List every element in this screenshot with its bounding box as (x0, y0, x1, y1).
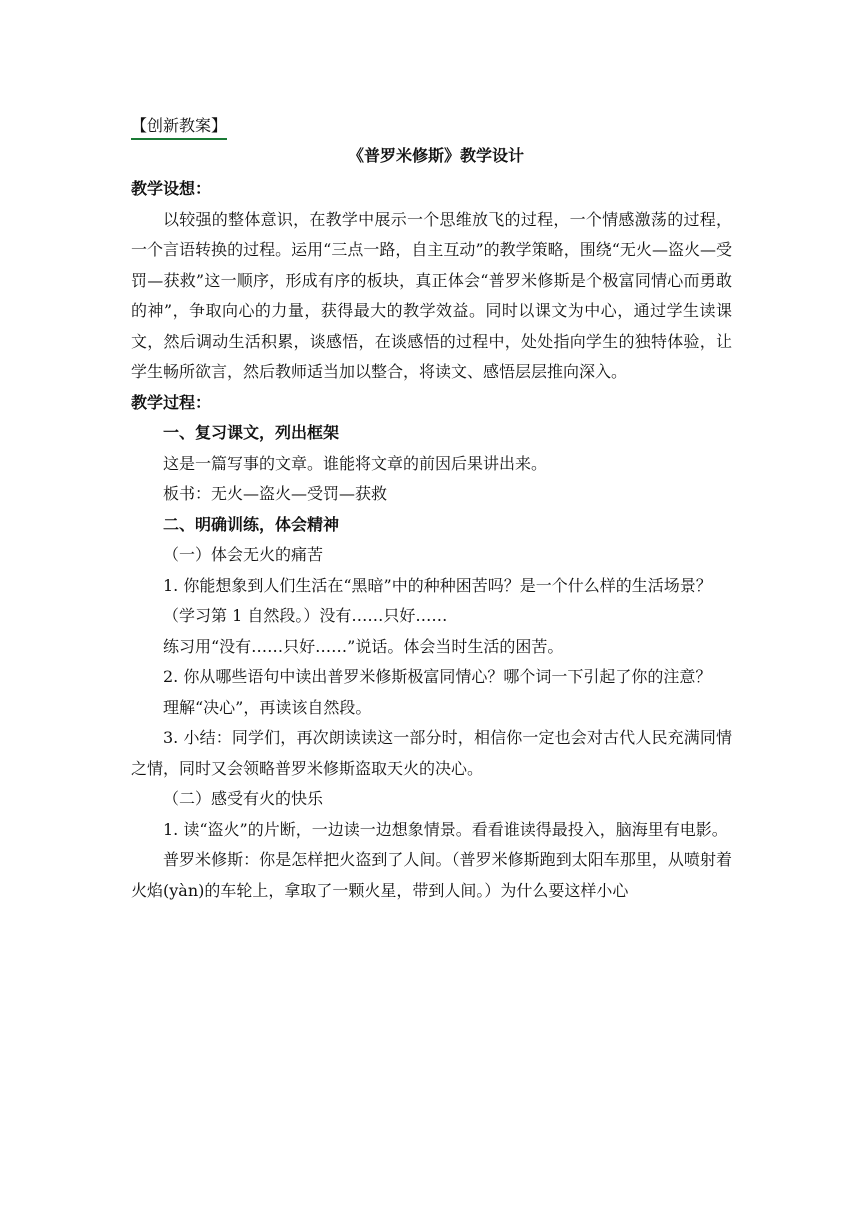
sub1-question-1-practice: 练习用“没有……只好……”说话。体会当时生活的困苦。 (163, 636, 564, 656)
design-paragraph: 以较强的整体意识，在教学中展示一个思维放飞的过程，一个情感激荡的过程，一个言语转换的过程。运用“三点一路，自主互动”的教学策略，围绕“无火—盗火—受罚—获救”这一顺序，形成有序的板块，真正体会“普罗米修斯是个极富同情心而勇敢的神”，争取向心的力量，获得最大的教学效益。同时以课文为中心，通过学生读课文，然后调动生活积累，谈感悟，在谈感悟的过程中，处处指向学生的独特体验，让学生畅所欲言，然后教师适当加以整合，将读文、感悟层层推向深入。 (131, 209, 732, 381)
sub2-question-1: 1. 读“盗火”的片断，一边读一边想象情景。看看谁读得最投入，脑海里有电影。 (163, 819, 728, 839)
sub1-question-1-note: （学习第 1 自然段。）没有……只好…… (163, 606, 448, 625)
document-body (131, 174, 732, 906)
sub2-paragraph: 普罗米修斯：你是怎样把火盗到了人间。（普罗米修斯跑到太阳车那里，从喷射着火焰(yàn)的车轮上，拿取了一颗火星，带到人间。）为什么要这样小心 (131, 850, 732, 900)
sub1-question-2-note: 理解“决心”，再读该自然段。 (163, 697, 372, 717)
sub1-question-2: 2. 你从哪些语句中读出普罗米修斯极富同情心？哪个词一下引起了你的注意？ (163, 667, 712, 686)
sub1-question-3: 3. 小结：同学们，再次朗读读这一部分时，相信你一定也会对古代人民充满同情之情，同时又会领略普罗米修斯盗取天火的决心。 (131, 728, 732, 778)
design-heading: 教学设想： (131, 179, 212, 198)
section-tag: 【创新教案】 (131, 115, 227, 140)
step1-paragraph: 这是一篇写事的文章。谁能将文章的前因后果讲出来。 (163, 453, 548, 473)
sub2-heading: （二）感受有火的快乐 (163, 789, 324, 808)
sub1-question-1: 1. 你能想象到人们生活在“黑暗”中的种种困苦吗？是一个什么样的生活场景？ (163, 575, 712, 595)
step1-heading: 一、复习课文，列出框架 (163, 423, 340, 442)
step2-heading: 二、明确训练，体会精神 (163, 514, 340, 534)
document-title: 《普罗米修斯》教学设计 (347, 146, 524, 165)
step1-board-note: 板书：无火—盗火—受罚—获救 (163, 484, 388, 503)
process-heading: 教学过程： (131, 392, 212, 412)
sub1-heading: （一）体会无火的痛苦 (163, 545, 324, 564)
